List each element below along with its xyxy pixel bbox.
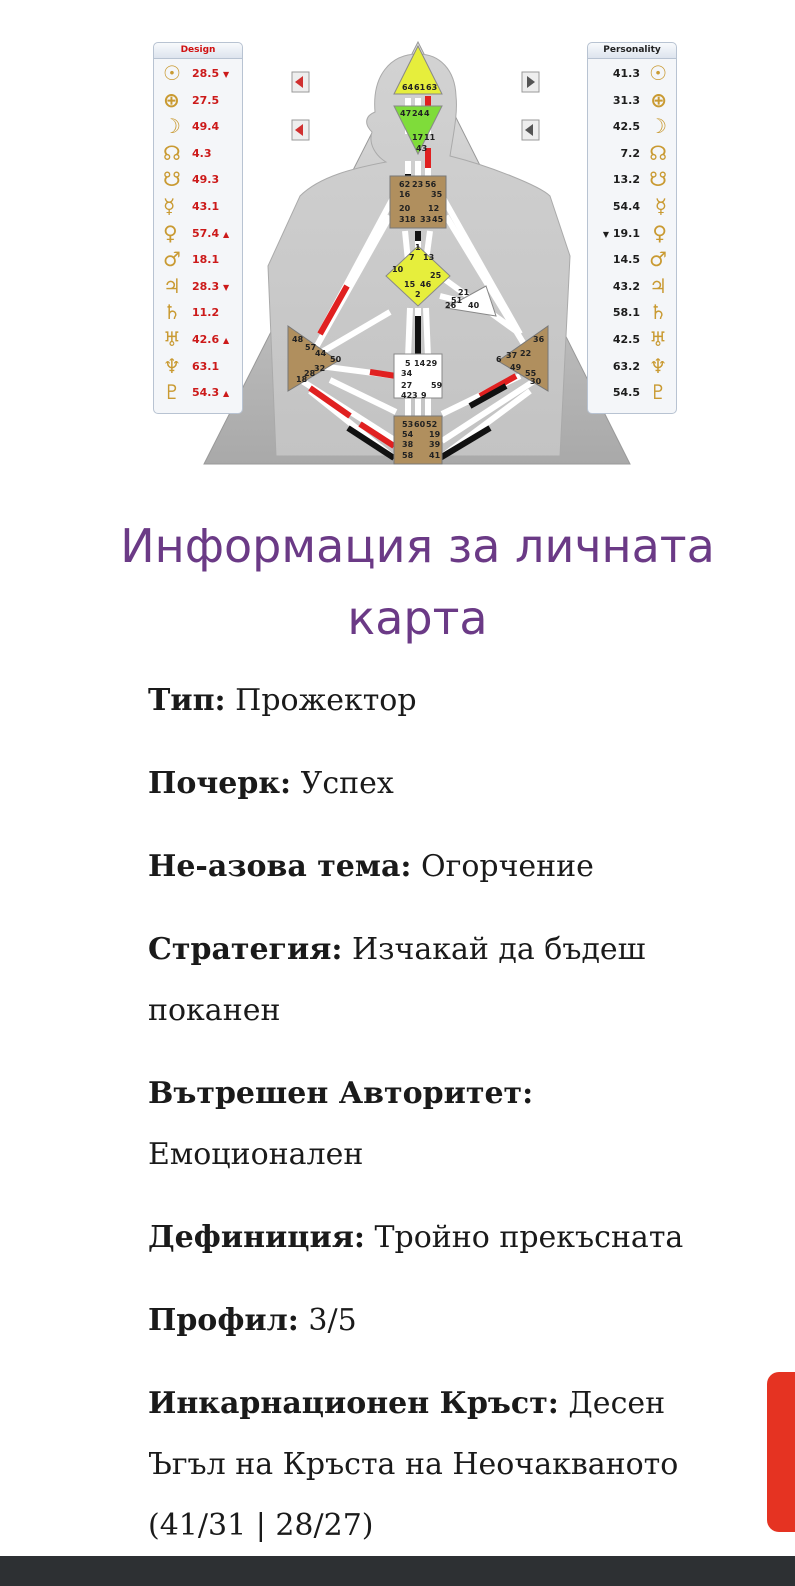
sacral-gate-number: 9 <box>421 391 427 400</box>
design-planet-row <box>154 114 242 140</box>
sun-icon: ☉ <box>649 61 667 85</box>
mars-icon: ♂ <box>163 247 181 272</box>
chart-info-list <box>148 670 708 1578</box>
info-label: Почерк <box>148 766 281 801</box>
gate-line-value <box>192 200 219 213</box>
sacral-gate-number: 27 <box>401 381 413 390</box>
head-gate-number: 61 <box>414 83 426 92</box>
gate-line-text: 57.4 <box>192 226 220 240</box>
root-gate-number: 52 <box>426 420 438 429</box>
gate-line-text: 4.3 <box>192 146 212 160</box>
info-label: Дефиниция <box>148 1220 354 1255</box>
solar-gate-number: 49 <box>510 363 522 372</box>
info-row-incarnation-cross: Инкарнационен Кръст: Десен Ъгъл на Кръста на Неочакваното (41/31 | 28/27) <box>148 1386 679 1543</box>
g-gate-number: 2 <box>415 290 421 299</box>
exalted-marker-icon: ▲ <box>222 229 230 239</box>
pluto-icon: ♇ <box>163 380 181 405</box>
gate-line-text: 14.5 <box>612 253 640 267</box>
info-value: Десен Ъгъл на Кръста на Неочакваното (41/31 | 28/27) <box>148 1386 679 1543</box>
gate-line-text: 42.6 <box>192 333 220 346</box>
gate-line-text: 31.3 <box>612 93 640 107</box>
info-value: 3/5 <box>308 1303 357 1338</box>
bottom-navigation-bar <box>0 1556 795 1586</box>
info-value: Прожектор <box>235 683 417 718</box>
design-planet-row <box>154 88 242 114</box>
design-planet-row <box>154 167 242 193</box>
gate-line-text: 54.5 <box>612 386 640 400</box>
personality-planet-row <box>588 221 676 247</box>
design-panel <box>153 42 243 414</box>
sacral-gate-number: 3 <box>412 391 418 400</box>
root-gate-number: 60 <box>414 420 426 429</box>
saturn-icon: ♄ <box>163 300 181 325</box>
detriment-marker-icon: ▼ <box>222 282 230 292</box>
pluto-icon: ♇ <box>649 380 667 405</box>
info-value: Тройно прекъсната <box>374 1220 684 1255</box>
gate-line-value <box>192 386 229 399</box>
throat-gate-number: 56 <box>425 180 437 189</box>
ego-gate-number: 26 <box>445 301 457 310</box>
gate-line-text: 43.2 <box>612 279 640 293</box>
mars-icon: ♂ <box>649 247 667 272</box>
gate-line-text: 58.1 <box>612 306 640 320</box>
sacral-gate-number: 59 <box>431 381 443 390</box>
info-row-profile: Профил: 3/5 <box>148 1303 357 1338</box>
moon-icon: ☽ <box>649 114 667 139</box>
gate-line-text: 63.2 <box>612 359 640 373</box>
gate-line-value <box>192 280 229 293</box>
gate-line-value <box>192 333 229 346</box>
personality-planet-row <box>588 300 676 326</box>
venus-icon: ♀ <box>652 220 667 245</box>
neptune-icon: ♆ <box>163 353 181 378</box>
bodygraph-chart <box>150 36 686 472</box>
design-planet-row <box>154 247 242 273</box>
throat-gate-number: 8 <box>410 215 416 224</box>
right-arrows <box>522 72 539 140</box>
info-row-type: Тип: Прожектор <box>148 683 417 718</box>
sacral-gate-number: 34 <box>401 369 413 378</box>
left-arrows <box>292 72 309 140</box>
spleen-gate-number: 18 <box>296 375 308 384</box>
detriment-marker-icon: ▼ <box>602 229 610 239</box>
info-label: Стратегия <box>148 932 332 967</box>
g-gate-number: 13 <box>423 253 435 262</box>
root-gate-number: 39 <box>429 440 441 449</box>
spleen-gate-number: 50 <box>330 355 342 364</box>
south-node-icon: ☋ <box>649 167 667 192</box>
design-planet-row <box>154 300 242 326</box>
spleen-gate-number: 57 <box>305 343 317 352</box>
gate-line-text: 28.3 <box>192 279 220 293</box>
throat-gate-number: 45 <box>432 215 444 224</box>
root-gate-number: 19 <box>429 430 441 439</box>
gate-line-text: 11.2 <box>192 306 220 320</box>
throat-gate-number: 23 <box>412 180 424 189</box>
design-header: Design <box>154 43 242 59</box>
mercury-icon: ☿ <box>163 194 176 218</box>
gate-line-value <box>192 306 219 319</box>
exalted-marker-icon: ▲ <box>222 336 230 345</box>
gate-line-value <box>192 173 219 186</box>
design-planet-row <box>154 380 242 406</box>
gate-line-value <box>613 67 640 80</box>
sacral-gate-number: 14 <box>414 359 426 368</box>
design-planet-row <box>154 327 242 353</box>
gate-line-value <box>613 200 640 213</box>
gate-line-value <box>192 67 229 80</box>
gate-line-value <box>621 147 641 160</box>
gate-line-value <box>192 253 219 266</box>
gate-line-value <box>613 94 640 107</box>
design-planet-row <box>154 274 242 300</box>
throat-gate-number: 12 <box>428 204 440 213</box>
solar-gate-number: 6 <box>496 355 502 364</box>
spleen-gate-number: 32 <box>314 364 326 373</box>
g-gate-number: 1 <box>415 243 421 252</box>
info-label: Тип <box>148 683 215 718</box>
jupiter-icon: ♃ <box>163 273 181 298</box>
gate-line-text: 13.2 <box>612 173 640 187</box>
ajna-gate-number: 47 <box>400 109 412 118</box>
solar-gate-number: 55 <box>525 369 537 378</box>
info-row-strategy: Стратегия: Изчакай да бъдеш поканен <box>148 932 646 1028</box>
root-gate-number: 53 <box>402 420 414 429</box>
gate-line-value <box>192 360 219 373</box>
info-value: Изчакай да бъдеш поканен <box>148 932 646 1028</box>
solar-gate-number: 30 <box>530 377 542 386</box>
design-planet-row <box>154 61 242 87</box>
gate-line-value <box>613 306 640 319</box>
sacral-gate-number: 42 <box>401 391 413 400</box>
design-planet-row <box>154 221 242 247</box>
info-row-not-self-theme: Не-азова тема: Огорчение <box>148 849 594 884</box>
throat-gate-number: 33 <box>420 215 432 224</box>
gate-line-text: 54.4 <box>612 200 640 213</box>
gate-line-text: 42.5 <box>612 120 640 134</box>
personality-planet-row <box>588 141 676 167</box>
sun-icon: ☉ <box>163 61 181 85</box>
ego-gate-number: 21 <box>458 288 470 297</box>
design-planet-row <box>154 354 242 380</box>
south-node-icon: ☋ <box>163 167 181 192</box>
gate-line-value <box>613 253 640 266</box>
moon-icon: ☽ <box>163 114 181 139</box>
gate-line-text: 42.5 <box>612 333 640 346</box>
gate-line-value <box>613 280 640 293</box>
gate-line-text: 63.1 <box>192 359 220 373</box>
uranus-icon: ♅ <box>649 327 667 351</box>
head-gate-number: 64 <box>402 83 414 92</box>
gate-line-text: 54.3 <box>192 386 220 400</box>
gate-line-text: 19.1 <box>612 226 640 240</box>
ajna-gate-number: 24 <box>412 109 424 118</box>
root-gate-number: 58 <box>402 451 414 460</box>
root-gate-number: 41 <box>429 451 441 460</box>
throat-gate-number: 20 <box>399 204 411 213</box>
neptune-icon: ♆ <box>649 353 667 378</box>
info-row-signature: Почерк: Успех <box>148 766 394 801</box>
detriment-marker-icon: ▼ <box>222 70 230 79</box>
ego-gate-number: 40 <box>468 301 480 310</box>
gate-line-value <box>192 120 219 133</box>
uranus-icon: ♅ <box>163 327 181 351</box>
root-gate-number: 38 <box>402 440 414 449</box>
gate-line-value <box>613 173 640 186</box>
venus-icon: ♀ <box>163 220 178 245</box>
saturn-icon: ♄ <box>649 300 667 325</box>
gate-line-value <box>192 147 212 160</box>
north-node-icon: ☊ <box>649 140 667 165</box>
solar-gate-number: 22 <box>520 349 532 358</box>
mercury-icon: ☿ <box>654 194 667 218</box>
gate-line-value <box>613 360 640 373</box>
personality-planet-row <box>588 247 676 273</box>
gate-line-value <box>192 227 229 240</box>
personality-panel <box>587 42 677 414</box>
personality-planet-row <box>588 327 676 353</box>
personality-planet-row <box>588 274 676 300</box>
spleen-gate-number: 28 <box>304 369 316 378</box>
solar-gate-number: 37 <box>506 351 518 360</box>
earth-icon: ⊕ <box>650 87 667 112</box>
info-value: Емоционален <box>148 1137 364 1172</box>
gate-line-text: 28.5 <box>192 67 220 80</box>
throat-gate-number: 62 <box>399 180 411 189</box>
g-gate-number: 10 <box>392 265 404 274</box>
info-label: Профил <box>148 1303 288 1338</box>
page-title: Информация за личната карта <box>120 519 715 645</box>
personality-planet-row <box>588 380 676 406</box>
ego-gate-number: 51 <box>451 296 463 305</box>
ajna-gate-number: 43 <box>416 144 428 153</box>
sacral-gate-number: 5 <box>405 359 411 368</box>
gate-line-text: 27.5 <box>192 93 220 107</box>
info-row-definition: Дефиниция: Тройно прекъсната <box>148 1220 684 1255</box>
ajna-gate-number: 17 <box>412 133 424 142</box>
north-node-icon: ☊ <box>163 140 181 165</box>
g-gate-number: 7 <box>409 253 415 262</box>
g-gate-number: 46 <box>420 280 432 289</box>
exalted-marker-icon: ▲ <box>222 389 230 399</box>
g-gate-number: 25 <box>430 271 442 280</box>
info-label: Инкарнационен Кръст <box>148 1386 548 1421</box>
root-gate-number: 54 <box>402 430 414 439</box>
floating-side-tab[interactable] <box>767 1372 795 1532</box>
design-planet-row <box>154 194 242 220</box>
spleen-gate-number: 48 <box>292 335 304 344</box>
g-gate-number: 15 <box>404 280 416 289</box>
personality-planet-row <box>588 88 676 114</box>
spleen-gate-number: 44 <box>315 349 327 358</box>
info-label: Вътрешен Авторитет <box>148 1076 523 1111</box>
head-gate-number: 63 <box>426 83 438 92</box>
gate-line-value <box>613 120 640 133</box>
ajna-gate-number: 4 <box>424 109 430 118</box>
gate-line-text: 41.3 <box>612 67 640 80</box>
gate-line-text: 43.1 <box>192 200 220 213</box>
throat-gate-number: 35 <box>431 190 443 199</box>
gate-line-value <box>613 386 640 399</box>
throat-gate-number: 16 <box>399 190 411 199</box>
gate-line-value <box>613 333 640 346</box>
info-value: Успех <box>300 766 394 801</box>
solar-gate-number: 36 <box>533 335 545 344</box>
sacral-gate-number: 29 <box>426 359 438 368</box>
info-label: Не-азова тема <box>148 849 401 884</box>
personality-planet-row <box>588 354 676 380</box>
gate-line-value <box>192 94 219 107</box>
info-value: Огорчение <box>421 849 594 884</box>
jupiter-icon: ♃ <box>649 273 667 298</box>
personality-header: Personality <box>588 43 676 59</box>
personality-planet-row <box>588 167 676 193</box>
throat-gate-number: 31 <box>399 215 411 224</box>
gate-line-text: 49.3 <box>192 173 220 187</box>
info-row-authority: Вътрешен Авторитет: Емоционален <box>148 1076 534 1172</box>
personality-planet-row <box>588 194 676 220</box>
design-planet-row <box>154 141 242 167</box>
gate-line-value <box>603 227 640 240</box>
gate-line-text: 49.4 <box>192 120 220 134</box>
gate-line-text: 18.1 <box>192 253 220 267</box>
personality-planet-row <box>588 61 676 87</box>
personality-planet-row <box>588 114 676 140</box>
earth-icon: ⊕ <box>163 87 180 112</box>
ajna-gate-number: 11 <box>424 133 436 142</box>
gate-line-text: 7.2 <box>620 146 640 160</box>
